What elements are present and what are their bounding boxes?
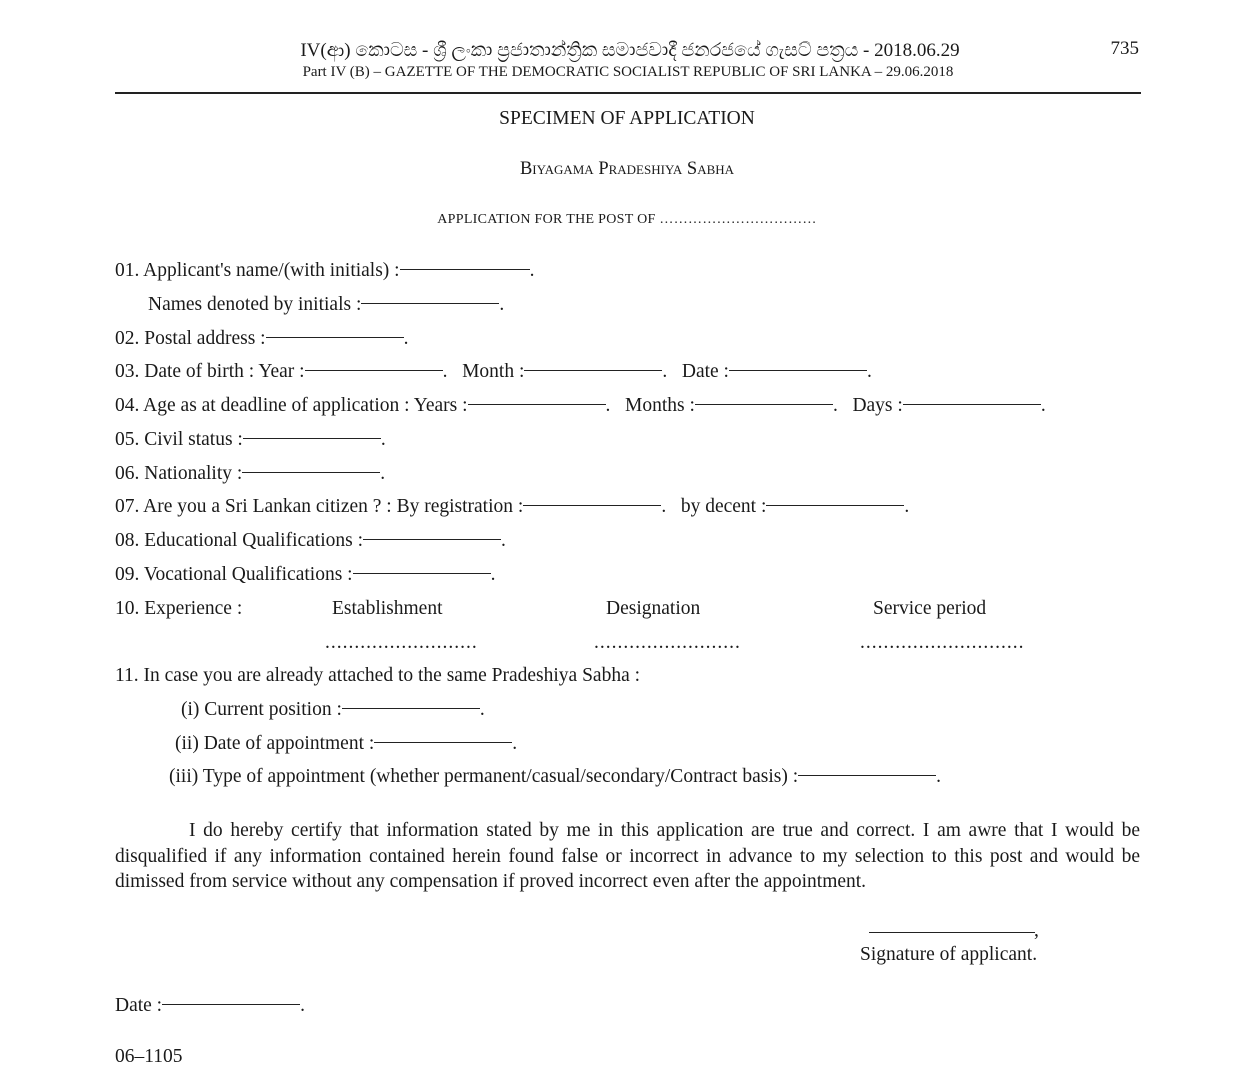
field-label-month: Month : [462,361,525,382]
field-names-by-initials: Names denoted by initials : . [148,294,505,315]
experience-dots-designation: ......................... [594,632,741,653]
field-label: 05. Civil status : [115,429,243,450]
field-date-of-appointment: (ii) Date of appointment : . [175,733,518,754]
blank-line [162,1004,300,1005]
field-label: 01. Applicant's name/(with initials) : [115,260,400,281]
blank-line [523,505,661,506]
header-rule [115,92,1141,94]
header-english-line: Part IV (B) – GAZETTE OF THE DEMOCRATIC SOCIALIST REPUBLIC OF SRI LANKA – 29.06.2018 [302,64,954,80]
field-vocational-qualifications: 09. Vocational Qualifications : . [115,564,496,585]
field-label: 06. Nationality : [115,463,243,484]
field-label: Date : [115,995,163,1016]
blank-line [766,505,904,506]
form-title: SPECIMEN OF APPLICATION [499,108,755,129]
blank-line [695,404,833,405]
field-postal-address: 02. Postal address : . [115,328,409,349]
field-same-sabha: 11. In case you are already attached to the same Pradeshiya Sabha : [115,665,641,686]
organization-name: Biyagama Pradeshiya Sabha [519,159,735,179]
blank-line [468,404,606,405]
blank-line [363,539,501,540]
experience-col-establishment: Establishment [332,598,443,619]
field-experience-label: 10. Experience : [115,598,243,619]
blank-line [903,404,1041,405]
blank-line [400,269,530,270]
field-label: (iii) Type of appointment (whether permanent/casual/secondary/Contract basis) : [169,766,799,787]
field-applicant-name: 01. Applicant's name/(with initials) : . [115,260,535,281]
certification-text: I do hereby certify that information stated by me in this application are true and correct. I am awre that I would be disqualified if any information contained herein found false or incorrect in advance to my selection to this post and would be dimissed from service without any compensation if proved incorrect even after the appointment. [115,820,1140,892]
field-nationality: 06. Nationality : . [115,463,386,484]
field-label: 04. Age as at deadline of application : Years : [115,395,468,416]
field-citizenship: 07. Are you a Sri Lankan citizen ? : By registration : . by decent : . [115,496,910,517]
field-label: 08. Educational Qualifications : [115,530,364,551]
blank-line [374,742,512,743]
signature-line [869,932,1035,933]
field-label: (ii) Date of appointment : [175,733,375,754]
document-number: 06–1105 [115,1046,183,1067]
post-line: APPLICATION FOR THE POST OF …………………………… [437,212,817,227]
field-label: (i) Current position : [181,699,342,720]
blank-line [243,438,381,439]
field-label: 09. Vocational Qualifications : [115,564,353,585]
field-educational-qualifications: 08. Educational Qualifications : . [115,530,506,551]
field-label: 02. Postal address : [115,328,266,349]
experience-col-service-period: Service period [873,598,987,619]
certification-paragraph [115,818,1140,895]
signature-comma: , [1034,920,1039,941]
field-civil-status: 05. Civil status : . [115,429,386,450]
field-label: Names denoted by initials : [148,294,362,315]
field-label-months: Months : [625,395,695,416]
field-label: 07. Are you a Sri Lankan citizen ? : By registration : [115,496,524,517]
blank-line [305,370,443,371]
blank-line [729,370,867,371]
experience-dots-establishment: .......................... [325,632,478,653]
blank-line [342,708,480,709]
field-age: 04. Age as at deadline of application : Years : . Months : . Days : . [115,395,1046,416]
blank-line [361,303,499,304]
field-current-position: (i) Current position : . [181,699,485,720]
experience-col-designation: Designation [606,598,701,619]
field-date: Date : . [115,995,305,1016]
field-label-date: Date : [681,361,729,382]
blank-line [524,370,662,371]
field-label: 03. Date of birth : Year : [115,361,305,382]
header-sinhala-line: IV(ආ) කොටස - ශ්‍රී ලංකා ප්‍රජාතාන්ත්‍රික සමාජවාදී ජනරජයේ ගැසට් පත්‍රය - 2018.06.29 [300,40,960,61]
blank-line [266,337,404,338]
blank-line [798,775,936,776]
blank-line [242,472,380,473]
experience-dots-service-period: ............................ [860,632,1025,653]
field-label-days: Days : [852,395,903,416]
field-type-of-appointment: (iii) Type of appointment (whether permanent/casual/secondary/Contract basis) : . [169,766,941,787]
field-date-of-birth: 03. Date of birth : Year : . Month : . Date : . [115,361,872,382]
page-number: 735 [1110,38,1139,59]
field-label-decent: by decent : [680,496,767,517]
signature-label: Signature of applicant. [860,944,1038,965]
blank-line [353,573,491,574]
